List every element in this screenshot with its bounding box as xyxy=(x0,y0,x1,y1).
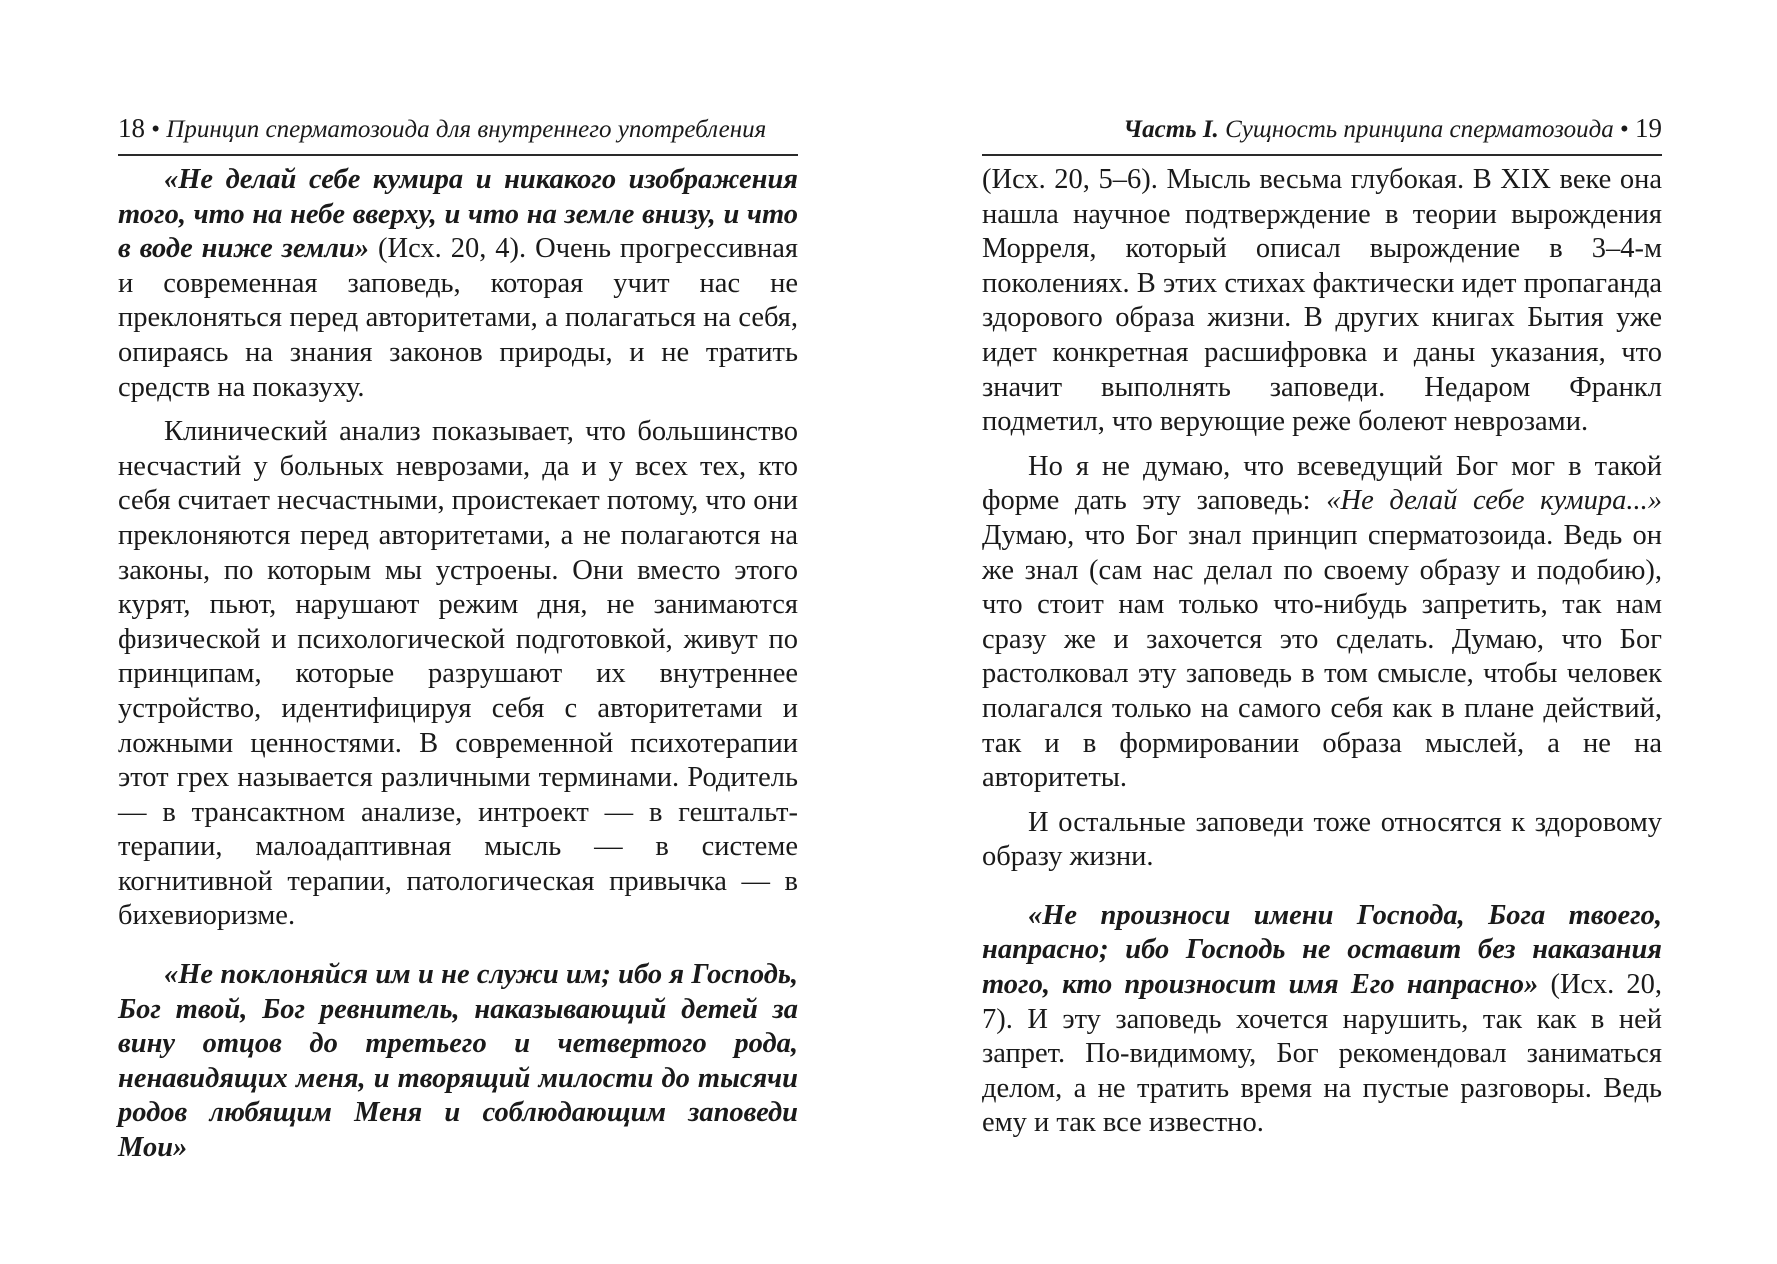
left-header-title: Принцип сперматозоида для внутреннего употребления xyxy=(166,116,767,143)
left-header-separator: • xyxy=(151,116,161,143)
left-body-text xyxy=(118,163,798,1166)
paragraph-text: (Исх. 20, 5–6). Мысль весьма глубокая. В XIX веке она нашла научное подтверждение в теории вырождения Морреля, который описал вырождение в 3–4-м поколениях. В этих стихах фактически идет пропаганда здорового образа жизни. В других книгах Бытия уже идет конкретная расшифровка и даны указания, что значит выполнять заповеди. Недаром Франкл подметил, что верующие реже болеют неврозами. xyxy=(982,164,1662,438)
bible-quote: «Не делай себе кумира и никакого изображения того, что на небе вверху, и что на земле внизу, и что в воде ниже земли» xyxy=(118,164,798,265)
right-header-separator: • xyxy=(1619,116,1629,143)
paragraph-text: И остальные заповеди тоже относятся к здоровому образу жизни. xyxy=(982,806,1662,873)
paragraph-text: Но я не думаю, что всеведущий Бог мог в такой форме дать эту заповедь: xyxy=(982,450,1662,517)
left-page-number: 18 xyxy=(118,113,145,143)
paragraph-text: (Исх. 20, 4). Очень прогрессивная и современная заповедь, которая учит нас не преклоняться перед авторитетами, а полагаться на себя, опираясь на знания законов природы, и не тратить средств на показуху. xyxy=(118,233,798,403)
right-header-part: Часть I. xyxy=(1123,116,1219,143)
right-body-text xyxy=(982,163,1662,1141)
paragraph xyxy=(982,806,1662,875)
paragraph-text: Клинический анализ показывает, что большинство несчастий у больных неврозами, да и у всех тех, кто себя считает несчастными, проистекает потому, что они преклоняются перед авторитетами, а не полагаются на законы, по которым мы устроены. Они вместо этого курят, пьют, нарушают режим дня, не занимаются физической и психологической подготовкой, живут по принципам, которые разрушают их внутреннее устройство, идентифицируя себя с авторитетами и ложными ценностями. В современной психотерапии этот грех называется различными терминами. Родитель — в трансактном анализе, интроект — в гештальт-терапии, малоадаптивная мысль — в системе когнитивной терапии, патологическая привычка — в бихевиоризме. xyxy=(118,416,798,932)
paragraph xyxy=(982,450,1662,796)
paragraph xyxy=(982,899,1662,1141)
paragraph-text: (Исх. 20, 7). И эту заповедь хочется нарушить, так как в ней запрет. По-видимому, Бог рекомендовал заниматься делом, а не тратить время на пустые разговоры. Ведь ему и так все известно. xyxy=(982,969,1662,1139)
paragraph xyxy=(982,163,1662,440)
right-running-head xyxy=(982,112,1662,156)
paragraph xyxy=(118,958,798,1166)
left-page xyxy=(118,0,798,1264)
right-header-title: Сущность принципа сперматозоида xyxy=(1225,116,1614,143)
paragraph xyxy=(118,163,798,405)
paragraph-text: Думаю, что Бог знал принцип сперматозоида. Ведь он же знал (сам нас делал по своему образу и подобию), что стоит нам только что-нибудь запретить, так нам сразу же и захочется это сделать. Думаю, что Бог растолковал эту заповедь в том смысле, чтобы человек полагался только на самого себя как в плане действий, так и в формировании образа мыслей, а не на авторитеты. xyxy=(982,519,1662,794)
right-page xyxy=(982,0,1662,1264)
inline-quote: «Не делай себе кумира...» xyxy=(1326,485,1662,517)
bible-quote: «Не произноси имени Господа, Бога твоего, напрасно; ибо Господь не оставит без наказания того, кто произносит имя Его напрасно» xyxy=(982,899,1662,1001)
bible-quote: «Не поклоняйся им и не служи им; ибо я Господь, Бог твой, Бог ревнитель, наказывающий детей за вину отцов до третьего и четвертого рода, ненавидящих меня, и творящий милости до тысячи родов любящим Меня и соблюдающим заповеди Мои» xyxy=(118,959,798,1164)
paragraph xyxy=(118,415,798,934)
left-running-head xyxy=(118,112,798,156)
right-page-number: 19 xyxy=(1635,113,1662,143)
